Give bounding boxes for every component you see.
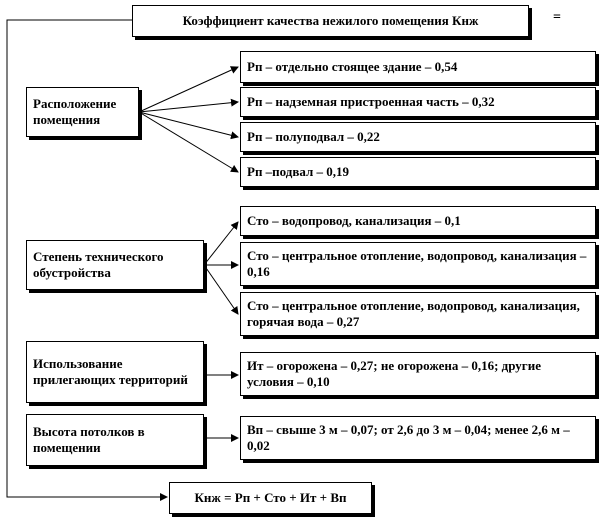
option-ceiling-height-1: Вп – свыше 3 м – 0,07; от 2,6 до 3 м – 0,04; менее 2,6 м – 0,02 — [240, 416, 596, 460]
option-location-4: Рп –подвал – 0,19 — [240, 157, 596, 187]
option-location-2: Рп – надземная пристроенная часть – 0,32 — [240, 87, 596, 117]
category-territory: Использование прилегающих территорий — [26, 341, 204, 403]
arrow-cat2-opt1 — [204, 222, 238, 265]
equals-sign: = — [553, 10, 561, 25]
arrow-cat2-opt3 — [204, 265, 238, 314]
arrow-cat1-opt2 — [139, 102, 238, 112]
formula-box: Кнж = Рп + Сто + Ит + Вп — [169, 482, 372, 514]
diagram-title: Коэффициент качества нежилого помещения Кнж — [132, 5, 529, 37]
arrow-cat1-opt4 — [139, 112, 238, 172]
option-location-3: Рп – полуподвал – 0,22 — [240, 122, 596, 152]
option-location-1: Рп – отдельно стоящее здание – 0,54 — [240, 51, 596, 83]
option-equipment-1: Сто – водопровод, канализация – 0,1 — [240, 206, 596, 236]
category-ceiling-height: Высота потолков в помещении — [26, 414, 204, 466]
category-equipment: Степень технического обустройства — [26, 240, 204, 290]
option-equipment-2: Сто – центральное отопление, водопровод, канализация – 0,16 — [240, 242, 596, 286]
category-location: Расположение помещения — [26, 87, 139, 137]
option-territory-1: Ит – огорожена – 0,27; не огорожена – 0,16; другие условия – 0,10 — [240, 352, 596, 396]
arrow-cat1-opt3 — [139, 112, 238, 137]
option-equipment-3: Сто – центральное отопление, водопровод, канализация, горячая вода – 0,27 — [240, 292, 596, 336]
arrow-cat1-opt1 — [139, 67, 238, 112]
